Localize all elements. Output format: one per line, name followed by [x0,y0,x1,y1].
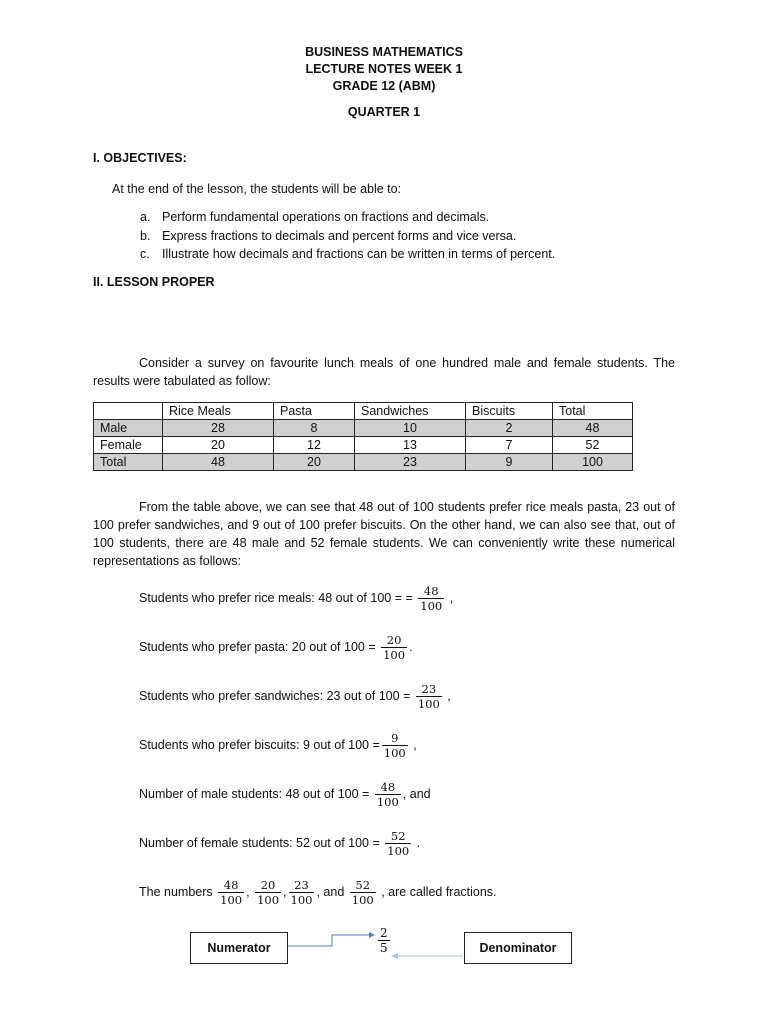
fraction: $\frac{52}{100}$ [351,878,374,907]
example-fraction: $\frac{2}{5}$ [380,926,388,955]
table-row: Total 48 20 23 9 100 [94,454,633,471]
table-row: Male 28 8 10 2 48 [94,420,633,437]
objectives-heading: I. OBJECTIVES: [93,151,187,165]
fraction-line-biscuits: Students who prefer biscuits: 9 out of 100 = $\frac{9}{100}$ , [139,731,417,760]
numerator-arrowhead [369,932,375,938]
fraction-line-pasta: Students who prefer pasta: 20 out of 100 = $\frac{20}{100}$ . [139,633,413,662]
fraction-line-sandwiches: Students who prefer sandwiches: 23 out of 100 = $\frac{23}{100}$ , [139,682,451,711]
fraction: $\frac{23}{100}$ [290,878,313,907]
lesson-heading: II. LESSON PROPER [93,275,215,289]
fraction: $\frac{48}{100}$ [420,584,443,613]
fraction-line-male: Number of male students: 48 out of 100 = $\frac{48}{100}$ , and [139,780,431,809]
fraction: $\frac{48}{100}$ [220,878,243,907]
survey-paragraph: Consider a survey on favourite lunch meals of one hundred male and female students. The results were tabulated as follow: [93,356,675,388]
fraction: $\frac{48}{100}$ [376,780,399,809]
analysis-paragraph: From the table above, we can see that 48 out of 100 students prefer rice meals pasta, 23 out of 100 prefer sandwiches, and 9 out of 100 prefer biscuits. On the other hand, we can also see that, out of 100 students, there are 48 male and 52 female students. We can conveniently write these numerical representations as follows: [93,500,675,568]
fraction: $\frac{9}{100}$ [383,731,406,760]
fraction-line-rice: Students who prefer rice meals: 48 out of 100 = = $\frac{48}{100}$ , [139,584,454,613]
list-item: a. Perform fundamental operations on fractions and decimals. [140,210,490,224]
objectives-intro: At the end of the lesson, the students will be able to: [112,182,402,196]
course-title: BUSINESS MATHEMATICS [305,45,463,59]
fraction: $\frac{20}{100}$ [257,878,280,907]
denominator-arrowhead [391,953,398,959]
fraction: $\frac{23}{100}$ [417,682,440,711]
table-header-row: Rice Meals Pasta Sandwiches Biscuits Total [94,403,633,420]
numerator-arrow [287,935,373,946]
fractions-summary-line: The numbers $\frac{48}{100}$ , $\frac{20}{100}$ , $\frac{23}{100}$ , and $\frac{52}{100}$ , are called fractions. [139,878,497,907]
list-item: c. Illustrate how decimals and fractions can be written in terms of percent. [140,247,556,261]
denominator-box: Denominator [464,932,572,964]
fraction-line-female: Number of female students: 52 out of 100 = $\frac{52}{100}$ . [139,829,421,858]
lecture-title: LECTURE NOTES WEEK 1 [305,62,463,76]
grade-title: GRADE 12 (ABM) [332,79,436,93]
quarter-title: QUARTER 1 [347,105,421,119]
table-row: Female 20 12 13 7 52 [94,437,633,454]
numerator-box: Numerator [190,932,288,964]
fraction: $\frac{52}{100}$ [387,829,410,858]
list-item: b. Express fractions to decimals and percent forms and vice versa. [140,228,517,243]
fraction: $\frac{20}{100}$ [383,633,406,662]
